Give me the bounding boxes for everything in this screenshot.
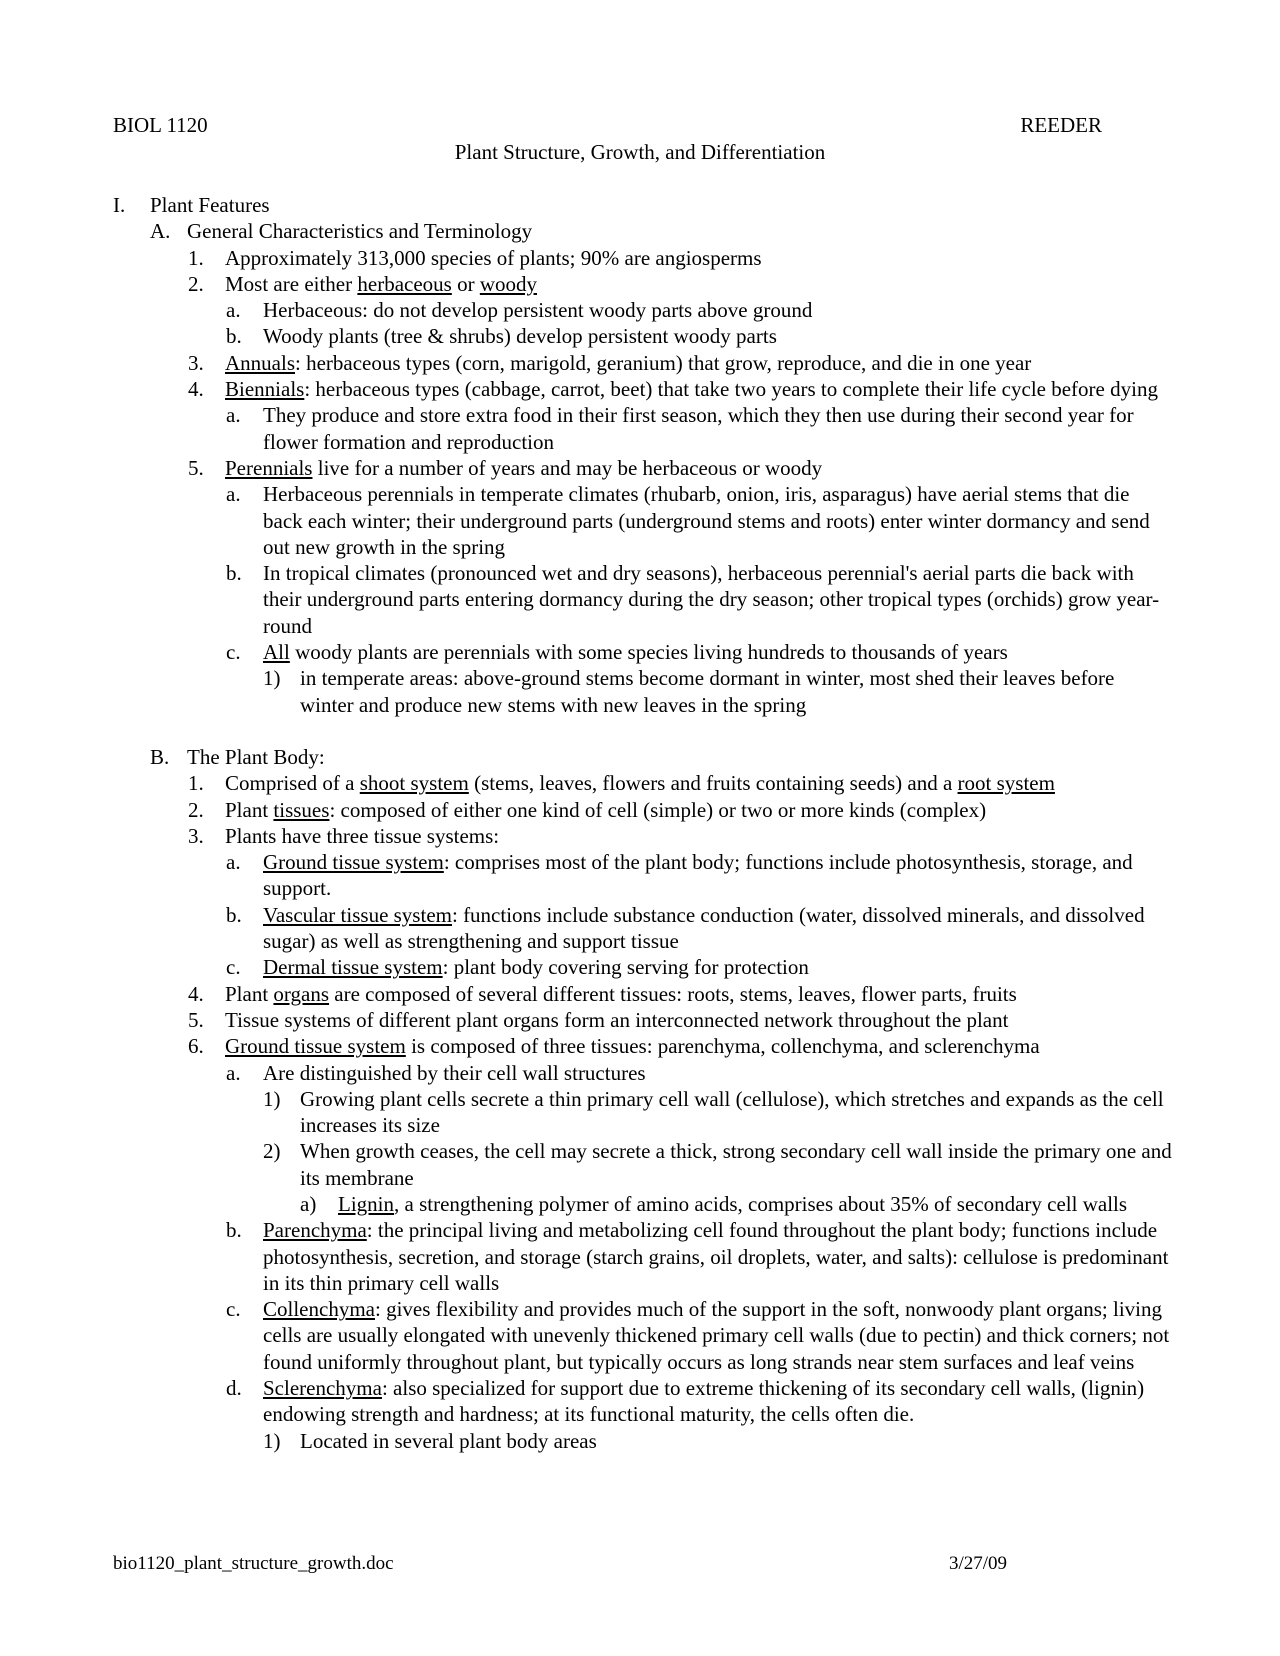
- text-run: Most are either: [225, 271, 358, 296]
- text-run: Tissue systems of different plant organs form an interconnected network throughout the plant: [225, 1007, 1009, 1032]
- outline-item: [113, 481, 1173, 560]
- text-run: : also specialized for support due to extreme thickening of its secondary cell walls, (lignin) endowing strength and hardness; at its functional maturity, the cells often die.: [263, 1376, 1145, 1427]
- outline-marker: c.: [226, 1297, 241, 1322]
- outline-marker: 1): [263, 666, 281, 691]
- outline-text: [300, 666, 1114, 716]
- text-run: Comprised of a: [225, 771, 360, 796]
- outline-text: [338, 1192, 1127, 1216]
- text-run: : composed of either one kind of cell (simple) or two or more kinds (complex): [329, 797, 987, 822]
- instructor-name: REEDER: [1020, 113, 1102, 137]
- outline-item: [113, 1138, 1173, 1191]
- text-run: woody plants are perennials with some species living hundreds to thousands of years: [289, 640, 1008, 665]
- outline-item: [113, 1296, 1173, 1375]
- text-run: In tropical climates (pronounced wet and dry seasons), herbaceous perennial's aerial parts die back with their underground parts entering dormancy during the dry season; other tropical types (orchids) grow year-round: [263, 561, 1160, 638]
- outline-text: [225, 1034, 1040, 1058]
- outline-text: [225, 456, 822, 480]
- outline-text: [263, 561, 1159, 638]
- underlined-term: woody: [479, 271, 537, 296]
- outline-item: [113, 1086, 1173, 1139]
- outline-text: [150, 193, 270, 217]
- outline-marker: a.: [226, 298, 241, 323]
- outline-marker: a.: [226, 850, 241, 875]
- underlined-term: Biennials: [225, 377, 305, 402]
- outline-text: [263, 1297, 1169, 1374]
- text-run: : comprises most of the plant body; functions include photosynthesis, storage, and support.: [263, 850, 1133, 901]
- outline-marker: 2.: [188, 271, 204, 296]
- outline-item: [113, 560, 1173, 639]
- text-run: Woody plants (tree & shrubs) develop persistent woody parts: [263, 324, 777, 349]
- outline-item: [113, 271, 1173, 297]
- outline-marker: 4.: [188, 377, 204, 402]
- outline-text: [263, 955, 809, 979]
- text-run: Plant Features: [150, 193, 270, 217]
- outline-marker: 5.: [188, 1007, 204, 1032]
- outline-item: [113, 1191, 1173, 1217]
- outline-text: [263, 1376, 1144, 1426]
- course-code: BIOL 1120: [113, 113, 208, 137]
- outline-marker: 2.: [188, 797, 204, 822]
- text-run: : herbaceous types (corn, marigold, geranium) that grow, reproduce, and die in one year: [295, 350, 1032, 375]
- footer-filename: bio1120_plant_structure_growth.doc: [113, 1553, 394, 1574]
- outline-item: [113, 1033, 1173, 1059]
- footer-date: 3/27/09: [949, 1553, 1008, 1574]
- outline-text: [225, 771, 1055, 795]
- outline-marker: c.: [226, 955, 241, 980]
- outline-item: [113, 402, 1173, 455]
- section-spacer: [113, 718, 1173, 744]
- outline-item: [113, 1217, 1173, 1296]
- text-run: Plant: [225, 797, 274, 822]
- outline-marker: c.: [226, 640, 241, 665]
- text-run: General Characteristics and Terminology: [187, 219, 533, 244]
- outline-text: [263, 903, 1145, 953]
- text-run: Are distinguished by their cell wall structures: [263, 1060, 646, 1085]
- outline-text: [263, 324, 777, 348]
- outline-text: [263, 298, 812, 322]
- outline-text: [300, 1087, 1164, 1137]
- text-run: Herbaceous perennials in temperate climates (rhubarb, onion, iris, asparagus) have aerial stems that die back each winter; their underground parts (underground stems and roots) enter winter dormancy and send out new growth in the spring: [263, 482, 1150, 559]
- outline-marker: b.: [226, 902, 242, 927]
- outline-marker: a.: [226, 1060, 241, 1085]
- outline-item: [113, 297, 1173, 323]
- outline-item: [113, 902, 1173, 955]
- text-run: : plant body covering serving for protection: [442, 955, 809, 980]
- text-run: The Plant Body:: [187, 744, 325, 769]
- outline-marker: 3.: [188, 823, 204, 848]
- text-run: are composed of several different tissues: roots, stems, leaves, flower parts, fruits: [329, 981, 1017, 1006]
- outline-item: [113, 350, 1173, 376]
- text-run: Herbaceous: do not develop persistent woody parts above ground: [263, 298, 813, 323]
- outline-text: [263, 482, 1150, 559]
- outline-item: [113, 1007, 1173, 1033]
- outline-item: [113, 954, 1173, 980]
- text-run: They produce and store extra food in their first season, which they then use during their second year for flower formation and reproduction: [263, 403, 1134, 454]
- outline-item: [113, 823, 1173, 849]
- outline-text: [187, 745, 325, 769]
- outline-marker: 1): [263, 1428, 281, 1453]
- text-run: (stems, leaves, flowers and fruits containing seeds) and a: [468, 771, 958, 796]
- outline-text: [225, 351, 1031, 375]
- outline-text: [225, 982, 1017, 1006]
- outline-item: [113, 981, 1173, 1007]
- text-run: Growing plant cells secrete a thin primary cell wall (cellulose), which stretches and expands as the cell increases its size: [300, 1086, 1164, 1138]
- outline-item: [113, 770, 1173, 796]
- outline-marker: 6.: [188, 1034, 204, 1059]
- outline-text: [300, 1139, 1172, 1189]
- underlined-term: Perennials: [225, 455, 313, 480]
- text-run: in temperate areas: above-ground stems become dormant in winter, most shed their leaves before winter and produce new stems with new leaves in the spring: [300, 666, 1115, 717]
- underlined-term: Dermal tissue system: [263, 955, 443, 980]
- outline-marker: A.: [150, 219, 171, 244]
- text-run: : gives flexibility and provides much of the support in the soft, nonwoody plant organs; living cells are usually elongated with unevenly thickened primary cell walls (due to pectin) and thick corners; not found uniformly throughout plant, but typically occurs as long strands near stem surfaces and leaf veins: [263, 1297, 1170, 1374]
- outline-item: [113, 797, 1173, 823]
- outline-text: [263, 403, 1134, 453]
- outline-text: [225, 246, 762, 270]
- outline-item: [113, 455, 1173, 481]
- outline-item: [113, 323, 1173, 349]
- outline-marker: b.: [226, 1218, 242, 1243]
- text-run: : the principal living and metabolizing cell found throughout the plant body; functions include photosynthesis, secretion, and storage (starch grains, oil droplets, water, and salts): cellulose is predominant in its thin primary cell walls: [263, 1218, 1169, 1295]
- outline-marker: 1.: [188, 245, 204, 270]
- underlined-term: herbaceous: [357, 271, 452, 296]
- outline-text: [225, 1008, 1008, 1032]
- outline-item: [113, 639, 1173, 665]
- outline-text: [300, 1429, 597, 1453]
- underlined-term: root system: [957, 771, 1055, 796]
- underlined-term: Annuals: [225, 350, 295, 375]
- outline-marker: a.: [226, 482, 241, 507]
- underlined-term: Ground tissue system: [225, 1034, 406, 1059]
- underlined-term: tissues: [273, 797, 330, 822]
- outline-marker: a): [300, 1191, 317, 1216]
- text-run: Located in several plant body areas: [300, 1428, 597, 1453]
- outline-item: [113, 192, 1173, 218]
- outline-item: [113, 1060, 1173, 1086]
- outline-marker: 1.: [188, 771, 204, 796]
- outline-text: [263, 1061, 646, 1085]
- outline-body: [113, 192, 1173, 1454]
- text-run: : herbaceous types (cabbage, carrot, beet) that take two years to complete their life cycle before dying: [304, 377, 1158, 402]
- text-run: Plants have three tissue systems:: [225, 823, 500, 848]
- outline-text: [225, 377, 1158, 401]
- underlined-term: Ground tissue system: [263, 850, 444, 875]
- page-title: Plant Structure, Growth, and Differentiation: [454, 140, 826, 164]
- text-run: : functions include substance conduction (water, dissolved minerals, and dissolved sugar) as well as strengthening and support tissue: [263, 902, 1145, 954]
- text-run: When growth ceases, the cell may secrete a thick, strong secondary cell wall inside the primary one and its membrane: [300, 1139, 1172, 1190]
- outline-marker: b.: [226, 324, 242, 349]
- outline-item: [113, 1428, 1173, 1454]
- outline-text: [225, 798, 986, 822]
- text-run: Approximately 313,000 species of plants; 90% are angiosperms: [225, 245, 762, 270]
- outline-marker: 5.: [188, 455, 204, 480]
- underlined-term: Vascular tissue system: [263, 902, 452, 927]
- text-run: or: [451, 271, 480, 296]
- outline-marker: b.: [226, 561, 242, 586]
- outline-marker: 2): [263, 1139, 281, 1164]
- underlined-term: All: [263, 640, 290, 665]
- text-run: , a strengthening polymer of amino acids, comprises about 35% of secondary cell walls: [394, 1191, 1128, 1216]
- outline-text: [187, 219, 532, 243]
- outline-marker: 1): [263, 1086, 281, 1111]
- text-run: live for a number of years and may be herbaceous or woody: [312, 455, 823, 480]
- outline-item: [113, 744, 1173, 770]
- outline-text: [263, 850, 1133, 900]
- underlined-term: shoot system: [359, 771, 469, 796]
- outline-item: [113, 376, 1173, 402]
- outline-text: [263, 640, 1008, 664]
- outline-item: [113, 665, 1173, 718]
- underlined-term: Sclerenchyma: [263, 1376, 382, 1401]
- text-run: is composed of three tissues: parenchyma, collenchyma, and sclerenchyma: [405, 1034, 1040, 1059]
- outline-marker: d.: [226, 1376, 242, 1401]
- underlined-term: Lignin: [338, 1191, 394, 1216]
- outline-marker: B.: [150, 744, 170, 769]
- outline-item: [113, 1375, 1173, 1428]
- outline-text: [263, 1218, 1168, 1295]
- outline-text: [225, 272, 537, 296]
- outline-item: [113, 849, 1173, 902]
- outline-marker: a.: [226, 403, 241, 428]
- underlined-term: organs: [273, 981, 330, 1006]
- outline-item: [113, 218, 1173, 244]
- outline-text: [225, 824, 499, 848]
- underlined-term: Collenchyma: [263, 1297, 375, 1322]
- outline-item: [113, 245, 1173, 271]
- underlined-term: Parenchyma: [263, 1218, 367, 1243]
- outline-marker: 4.: [188, 981, 204, 1006]
- text-run: Plant: [225, 981, 274, 1006]
- outline-marker: 3.: [188, 350, 204, 375]
- outline-marker: I.: [113, 193, 126, 217]
